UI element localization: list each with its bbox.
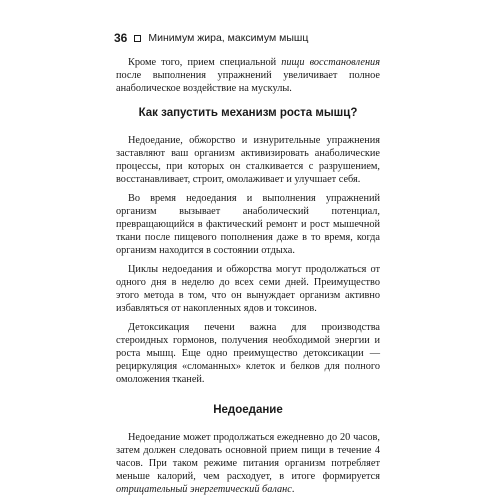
- intro-text-before: Кроме того, прием специальной: [128, 57, 282, 68]
- section2-text-after: .: [291, 484, 295, 495]
- section-heading-undereating: Недоедание: [213, 404, 283, 416]
- intro-text-after: после выполнения упражнений увеличивает полное анаболическое воздействие на мускулы.: [116, 70, 380, 94]
- header-square-icon: [134, 35, 141, 42]
- section2-text-before: Недоедание может продолжаться ежедневно до 20 часов, затем должен следовать основной прием пищи в течение 4 часов. При таком режиме питания организм потребляет меньше калорий, чем расходует, в итоге формируется: [116, 432, 380, 482]
- page-content: [116, 56, 380, 502]
- section1-paragraph-1: Недоедание, обжорство и изнурительные упражнения заставляют ваш организм активизировать анаболические процессы, при которых он сталкивается с разрушением, восстанавливает, строит, омолаживает и улучшает себя.: [116, 135, 380, 185]
- section2-paragraph: [116, 431, 380, 496]
- intro-text-italic: пищи восстановления: [281, 57, 380, 68]
- section1-paragraph-2: Во время недоедания и выполнения упражнений организм вызывает анаболический потенциал, превращающийся в фактический ремонт и рост мышечной ткани после пищевого пополнения даже в то время, когда организм находится в состоянии отдыха.: [116, 193, 380, 256]
- running-title: Минимум жира, максимум мышц: [148, 32, 309, 44]
- section1-paragraph-4: Детоксикация печени важна для производства стероидных гормонов, получения необходимой энергии и роста мышц. Еще одно преимущество детоксикации — рециркуляция «сломанных» клеток и белков для полного омоложения тканей.: [116, 322, 380, 385]
- section1-paragraph-3: Циклы недоедания и обжорства могут продолжаться от одного дня в неделю до всех семи дней. Преимущество этого метода в том, что он вынуждает организм активно избавляться от накопленных ядов и токсинов.: [116, 264, 380, 314]
- intro-paragraph: [116, 56, 380, 95]
- section-heading-muscle-growth: Как запустить механизм роста мышц?: [138, 107, 358, 119]
- running-header: [114, 30, 308, 46]
- section2-text-italic: отрицательный энергетический баланс: [116, 484, 292, 495]
- page-number: 36: [114, 31, 128, 45]
